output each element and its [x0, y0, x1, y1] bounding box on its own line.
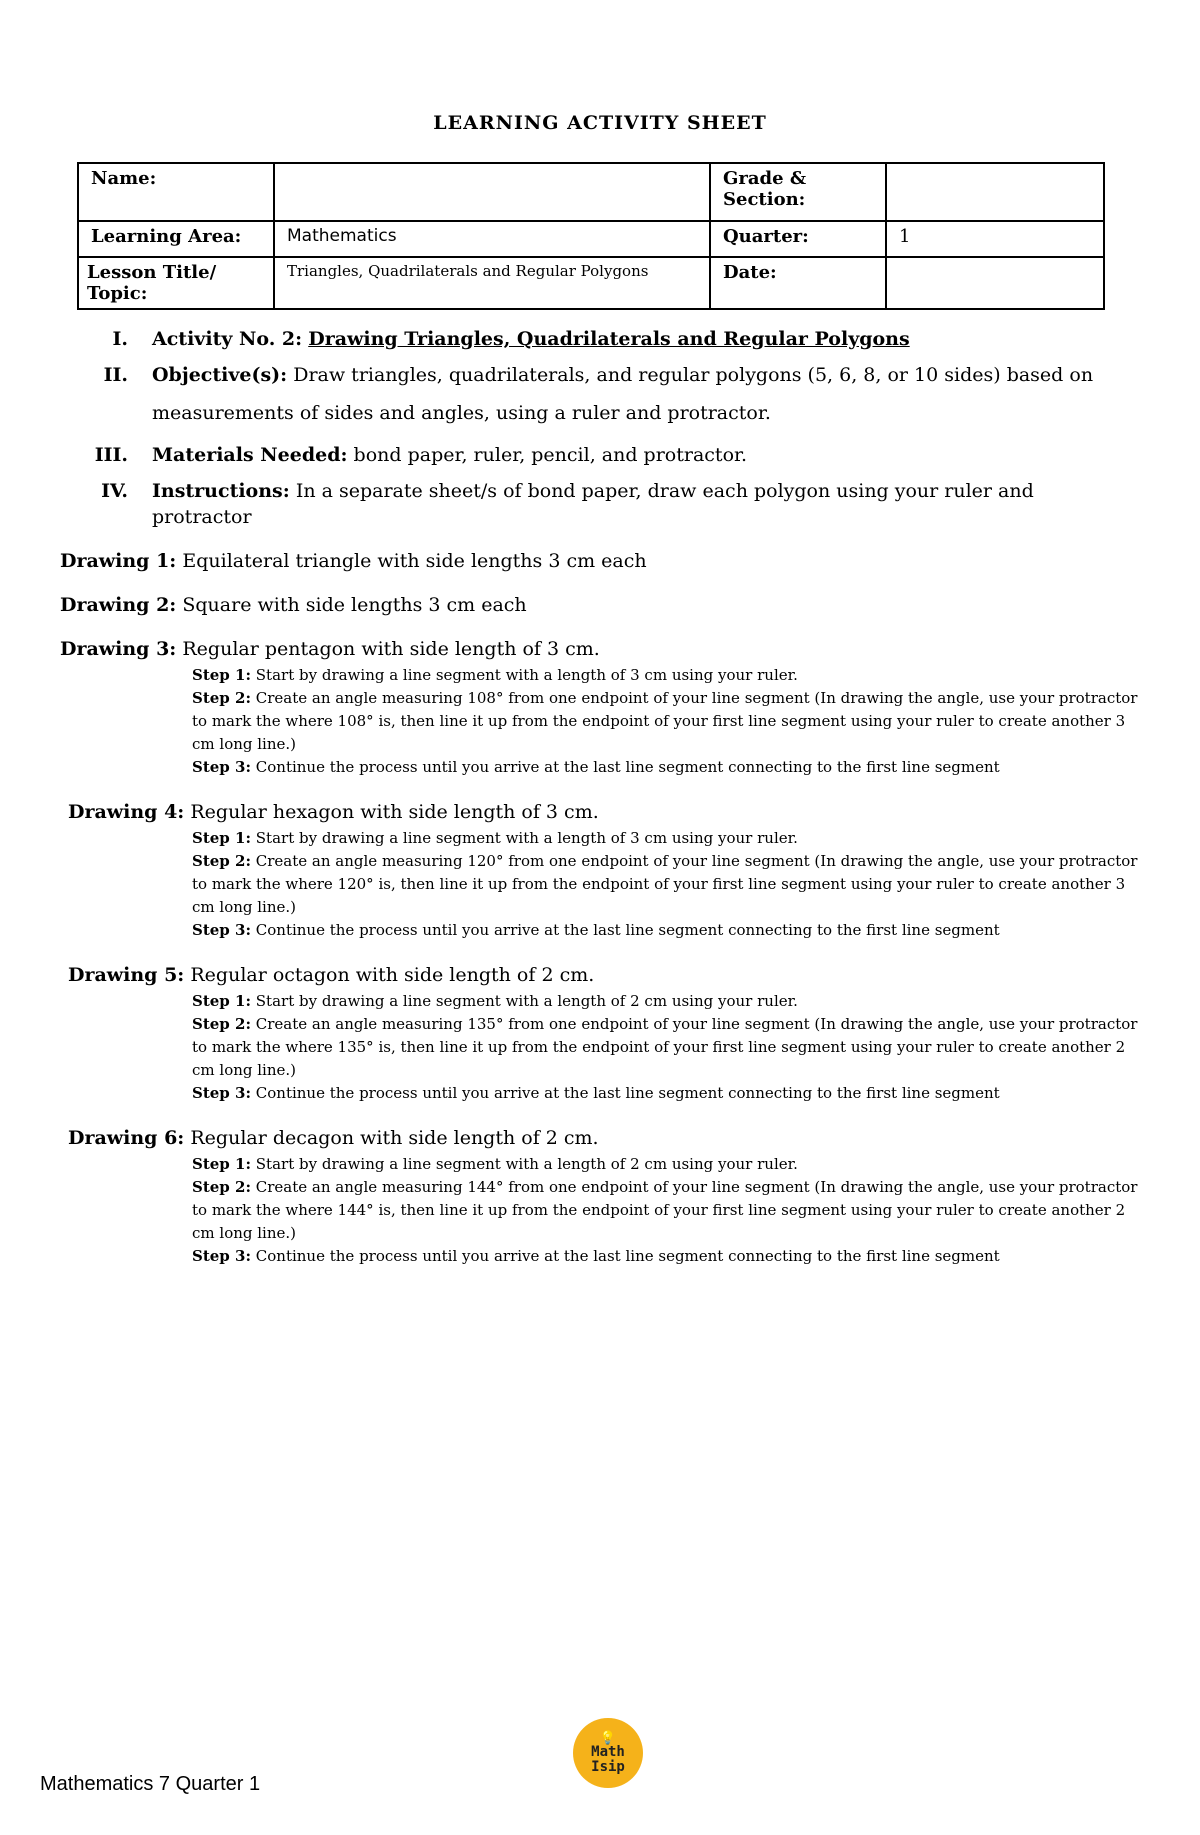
info-table	[77, 162, 1105, 310]
drawings-list	[60, 550, 1140, 1290]
footer-text: Mathematics 7 Quarter 1	[40, 1773, 261, 1795]
grade-section-field[interactable]	[886, 163, 1104, 221]
drawing-label: Drawing 3:	[60, 638, 177, 660]
drawing-label: Drawing 4:	[68, 801, 185, 823]
lightbulb-icon: 💡	[599, 1730, 617, 1746]
steps	[60, 827, 1140, 942]
quarter-value: 1	[886, 221, 1104, 257]
lesson-title-value: Triangles, Quadrilaterals and Regular Polygons	[274, 257, 710, 309]
drawing-4	[60, 801, 1140, 942]
activity-title: Drawing Triangles, Quadrilaterals and Regular Polygons	[308, 328, 910, 350]
step-1: Step 1: Start by drawing a line segment with a length of 3 cm using your ruler.	[192, 666, 798, 684]
section-text: bond paper, ruler, pencil, and protractor.	[353, 444, 748, 466]
step-3: Step 3: Continue the process until you arrive at the last line segment connecting to the first line segment	[192, 921, 1000, 939]
section-text: In a separate sheet/s of bond paper, draw each polygon using your ruler and protractor	[152, 480, 1034, 528]
section-objectives	[60, 362, 1130, 432]
drawing-6	[60, 1127, 1140, 1268]
lesson-title-label: Lesson Title/ Topic:	[78, 257, 274, 309]
drawing-1	[60, 550, 1140, 572]
drawing-text: Regular decagon with side length of 2 cm.	[190, 1127, 599, 1149]
name-field[interactable]	[274, 163, 710, 221]
section-number: III.	[94, 444, 128, 466]
step-1: Step 1: Start by drawing a line segment with a length of 2 cm using your ruler.	[192, 992, 798, 1010]
learning-area-label: Learning Area:	[78, 221, 274, 257]
drawing-3	[60, 638, 1140, 779]
section-materials	[60, 442, 1130, 468]
step-2: Step 2: Create an angle measuring 120° from one endpoint of your line segment (In drawing the angle, use your protractor to mark the where 120° is, then line it up from the endpoint of your first line segment using your ruler to create another 3 cm long line.)	[192, 852, 1138, 916]
drawing-text: Regular hexagon with side length of 3 cm.	[190, 801, 599, 823]
drawing-text: Equilateral triangle with side lengths 3 cm each	[182, 550, 647, 572]
section-text: Draw triangles, quadrilaterals, and regular polygons (5, 6, 8, or 10 sides) based on measurements of sides and angles, using a ruler and protractor.	[152, 364, 1094, 424]
drawing-text: Regular octagon with side length of 2 cm.	[190, 964, 595, 986]
date-field[interactable]	[886, 257, 1104, 309]
section-number: II.	[103, 364, 128, 386]
section-label: Activity No. 2:	[152, 328, 303, 350]
step-2: Step 2: Create an angle measuring 144° from one endpoint of your line segment (In drawing the angle, use your protractor to mark the where 144° is, then line it up from the endpoint of your first line segment using your ruler to create another 2 cm long line.)	[192, 1178, 1138, 1242]
drawing-label: Drawing 6:	[68, 1127, 185, 1149]
drawing-2	[60, 594, 1140, 616]
step-3: Step 3: Continue the process until you arrive at the last line segment connecting to the first line segment	[192, 1247, 1000, 1265]
step-2: Step 2: Create an angle measuring 108° from one endpoint of your line segment (In drawing the angle, use your protractor to mark the where 108° is, then line it up from the endpoint of your first line segment using your ruler to create another 3 cm long line.)	[192, 689, 1138, 753]
drawing-text: Regular pentagon with side length of 3 cm.	[182, 638, 600, 660]
drawing-label: Drawing 5:	[68, 964, 185, 986]
drawing-label: Drawing 2:	[60, 594, 177, 616]
step-3: Step 3: Continue the process until you arrive at the last line segment connecting to the first line segment	[192, 758, 1000, 776]
section-activity	[60, 326, 1130, 352]
section-number: IV.	[101, 480, 128, 502]
steps	[60, 1153, 1140, 1268]
logo-line-2: Isip	[591, 1758, 625, 1775]
drawing-text: Square with side lengths 3 cm each	[182, 594, 527, 616]
quarter-label: Quarter:	[710, 221, 886, 257]
page-title: LEARNING ACTIVITY SHEET	[433, 112, 767, 134]
drawing-5	[60, 964, 1140, 1105]
section-number: I.	[112, 328, 128, 350]
steps	[60, 990, 1140, 1105]
learning-area-value: Mathematics	[274, 221, 710, 257]
date-label: Date:	[710, 257, 886, 309]
section-instructions	[60, 478, 1130, 530]
steps	[60, 664, 1140, 779]
section-label: Objective(s):	[152, 364, 288, 386]
math-isip-logo	[573, 1718, 643, 1788]
step-1: Step 1: Start by drawing a line segment with a length of 2 cm using your ruler.	[192, 1155, 798, 1173]
step-3: Step 3: Continue the process until you arrive at the last line segment connecting to the first line segment	[192, 1084, 1000, 1102]
logo-line-1: Math	[591, 1743, 625, 1760]
name-label: Name:	[78, 163, 274, 221]
section-label: Materials Needed:	[152, 444, 348, 466]
grade-section-label: Grade & Section:	[710, 163, 886, 221]
step-2: Step 2: Create an angle measuring 135° from one endpoint of your line segment (In drawing the angle, use your protractor to mark the where 135° is, then line it up from the endpoint of your first line segment using your ruler to create another 2 cm long line.)	[192, 1015, 1138, 1079]
step-1: Step 1: Start by drawing a line segment with a length of 3 cm using your ruler.	[192, 829, 798, 847]
sections	[60, 326, 1130, 540]
section-label: Instructions:	[152, 480, 290, 502]
drawing-label: Drawing 1:	[60, 550, 177, 572]
